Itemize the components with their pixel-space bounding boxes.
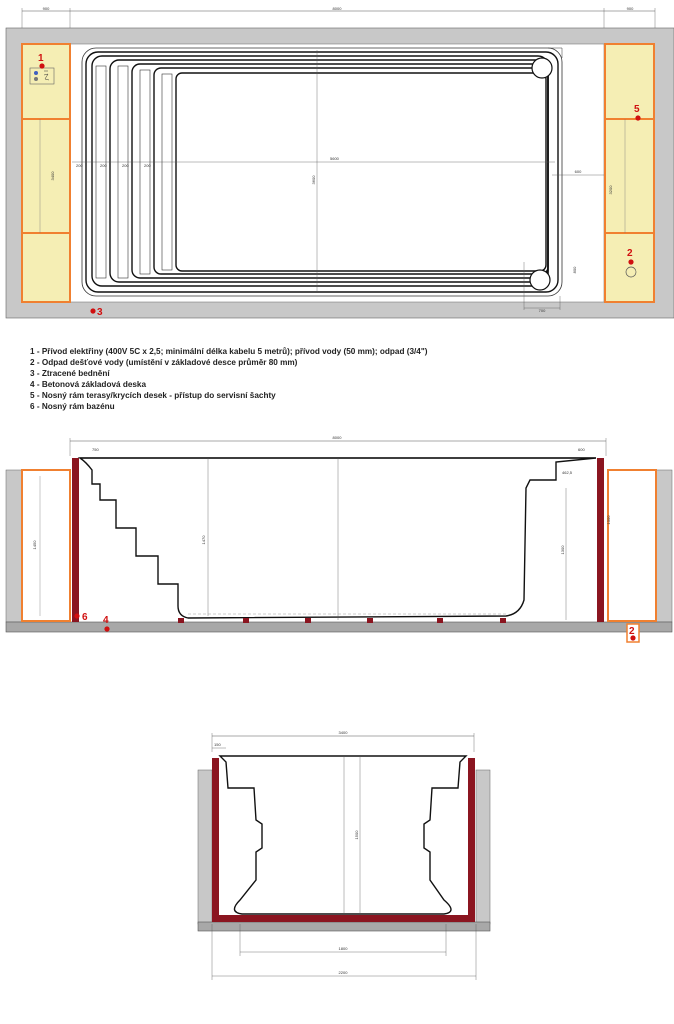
marker-dot-3 <box>90 308 95 313</box>
marker-dot-5 <box>635 115 640 120</box>
step-width-1: 200 <box>76 163 83 168</box>
dim-corner-700: 700 <box>538 308 546 313</box>
legend-item-5: 5 - Nosný rám terasy/krycích desek - přístup do servisní šachty <box>30 391 276 400</box>
legend-item-1: 1 - Přívod elektřiny (400V 5C x 2,5; minimální délka kabelu 5 metrů); přívod vody (50 mm); odpad (3/4") <box>30 347 428 356</box>
dim-cross-1800: 1800 <box>338 946 348 951</box>
marker-dot-4 <box>104 626 109 631</box>
long-left-frame <box>22 470 70 621</box>
legend-item-4: 4 - Betonová základová deska <box>30 380 147 389</box>
long-right-frame <box>608 470 656 621</box>
dim-left-3400: 3400 <box>50 171 55 181</box>
dim-right-900: 900 <box>626 6 634 11</box>
dim-depth-1300: 1300 <box>560 545 565 555</box>
legend-item-2: 2 - Odpad dešťové vody (umístění v základové desce průměr 80 mm) <box>30 358 298 367</box>
dim-depth-1470: 1470 <box>201 535 206 545</box>
dim-right-600: 600 <box>574 169 582 174</box>
dim-left-900: 900 <box>42 6 50 11</box>
dim-cross-3400: 3400 <box>338 730 348 735</box>
water-supply-icon <box>34 71 38 75</box>
step-width-2: 200 <box>100 163 107 168</box>
marker-dot-2 <box>628 259 633 264</box>
dim-cross-1500: 1500 <box>354 830 359 840</box>
marker-6: 6 <box>82 612 88 623</box>
marker-1: 1 <box>38 53 44 64</box>
marker-4: 4 <box>103 615 109 626</box>
dim-step-462: 462,5 <box>562 470 573 475</box>
section-cross <box>198 730 490 980</box>
step-width-3: 200 <box>122 163 129 168</box>
dim-total-8000: 8000 <box>332 6 342 11</box>
dim-long-8000: 8000 <box>332 435 342 440</box>
marker-5: 5 <box>634 104 640 115</box>
marker-2: 2 <box>627 248 633 259</box>
dim-long-1000: 1000 <box>606 515 611 525</box>
pool-frame-right <box>597 458 604 622</box>
utility-box <box>30 68 54 84</box>
skimmer-top-right <box>532 58 552 78</box>
dim-inner-3600: 3600 <box>311 175 316 185</box>
dim-long-1450: 1450 <box>32 540 37 550</box>
marker-2-section: 2 <box>629 626 635 637</box>
legend-item-3: 3 - Ztracené bednění <box>30 369 110 378</box>
dim-corner-800: 800 <box>572 266 577 274</box>
drain-icon <box>34 77 38 81</box>
dim-right-3200: 3200 <box>608 185 613 195</box>
pool-frame-left <box>72 458 79 622</box>
dim-right-top-600: 600 <box>578 447 585 452</box>
legend-item-6: 6 - Nosný rám bazénu <box>30 402 115 411</box>
step-width-4: 200 <box>144 163 151 168</box>
skimmer-bottom-right <box>530 270 550 290</box>
dim-left-top-750: 750 <box>92 447 99 452</box>
dim-cross-2200: 2200 <box>338 970 348 975</box>
plan-view <box>6 6 674 318</box>
marker-dot-6 <box>74 613 79 618</box>
marker-3: 3 <box>97 307 103 318</box>
legend <box>30 346 650 412</box>
dim-inner-5600: 5600 <box>330 156 339 161</box>
marker-dot-1 <box>39 63 44 68</box>
pool-profile-cross <box>220 756 466 914</box>
section-longitudinal <box>6 435 672 642</box>
foundation-slab-cross <box>198 922 490 931</box>
dim-cross-150: 150 <box>214 742 221 747</box>
